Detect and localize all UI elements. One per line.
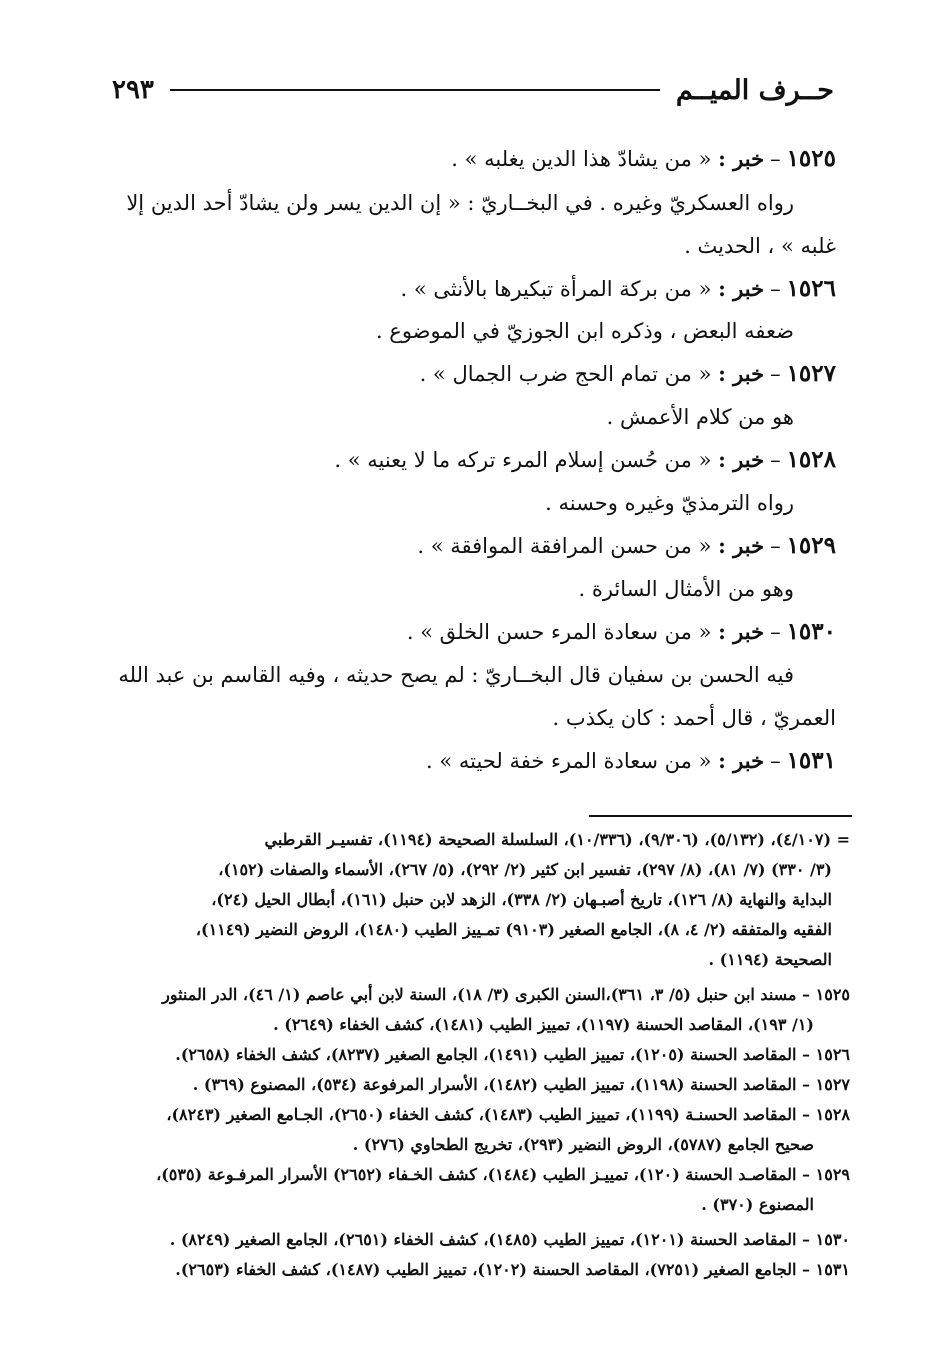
entry-number: ١٥٢٩ (786, 532, 836, 559)
entry-text: « من سعادة المرء حسن الخلق » . (406, 620, 712, 644)
entry-label: خبر : (718, 533, 765, 558)
footnote-line: الصحيحة (١١٩٤) . (708, 950, 832, 969)
footnote-line: = (٤/١٠٧)، (٥/١٣٢)، (٩/٣٠٦)، (١٠/٣٣٦)، السلسلة الصحيحة (١١٩٤)، تفسيـر القرطبي (264, 830, 850, 849)
header-rule (170, 89, 660, 91)
entry-number: ١٥٢٧ (786, 360, 836, 387)
footnote-line: ١٥٢٩ – المقاصـد الحسنة (١٢٠)، تمييـز الطيب (١٤٨٤)، كشف الخـفاء (٢٦٥٢) الأسرار المرفـوعة (٥٣٥)، (156, 1165, 850, 1184)
commentary-line: وهو من الأمثال السائرة . (578, 577, 794, 601)
entry-number: ١٥٢٥ (786, 145, 836, 172)
footnote-line: ١٥٢٨ – المقاصد الحسنـة (١١٩٩)، تمييز الطيب (١٤٨٣)، كشف الخفاء (٢٦٥٠)، الجـامع الصغير (٨٢٤٣)، (166, 1105, 850, 1124)
chapter-title: حــرف الميــم (675, 74, 834, 106)
entry-1531: ١٥٣١–خبر : « من سعادة المرء خفة لحيته » . (426, 747, 836, 774)
entry-1525: ١٥٢٥–خبر : « من يشادّ هذا الدين يغلبه » . (451, 145, 836, 172)
entry-label: خبر : (718, 447, 765, 472)
entry-text: « من بركة المرأة تبكيرها بالأنثى » . (400, 277, 712, 301)
footnote-separator (589, 815, 852, 817)
commentary-line: هو من كلام الأعمش . (606, 405, 794, 429)
entry-label: خبر : (718, 619, 765, 644)
footnote-line: الفقيه والمتفقه (٢/ ٤، ٨)، الجامع الصغير (٩١٠٣) تمـييز الطيب (١٤٨٠)، الروض النضير (١١٤٩)، (195, 920, 832, 939)
entry-number: ١٥٣٠ (786, 618, 836, 645)
commentary-line: رواه الترمذيّ وغيره وحسنه . (545, 491, 794, 515)
commentary-line: ضعفه البعض ، وذكره ابن الجوزيّ في الموضوع . (375, 319, 794, 343)
entry-text: « من حسن المرافقة الموافقة » . (417, 534, 712, 558)
footnote-line: (٣/ ٣٣٠) (٧/ ٨١)، (٨/ ٢٩٧)، تفسير ابن كثير (٢/ ٢٩٢)، (٥/ ٢٦٧)، الأسماء والصفات (١٥٢)، (218, 860, 832, 879)
entry-text: « من سعادة المرء خفة لحيته » . (426, 749, 712, 773)
running-header (112, 70, 834, 110)
footnote-line: المصنوع (٣٧٠) . (701, 1195, 814, 1214)
entry-label: خبر : (718, 748, 765, 773)
entry-label: خبر : (718, 146, 765, 171)
entry-number: ١٥٣١ (786, 747, 836, 774)
entry-label: خبر : (718, 361, 765, 386)
entry-1530: ١٥٣٠–خبر : « من سعادة المرء حسن الخلق » . (406, 618, 836, 645)
commentary-line: غلبه » ، الحديث . (684, 234, 836, 258)
entry-text: « من يشادّ هذا الدين يغلبه » . (451, 147, 712, 171)
footnote-line: صحيح الجامع (٥٧٨٧)، الروض النضير (٢٩٣)، تخريج الطحاوي (٢٧٦) . (352, 1135, 814, 1154)
footnote-line: (١/ ١٩٣)، المقاصد الحسنة (١١٩٧)، تمييز الطيب (١٤٨١)، كشف الخفاء (٢٦٤٩) . (273, 1015, 814, 1034)
entry-1527: ١٥٢٧–خبر : « من تمام الحج ضرب الجمال » . (419, 360, 836, 387)
entry-1526: ١٥٢٦–خبر : « من بركة المرأة تبكيرها بالأنثى » . (400, 275, 836, 302)
footnote-line: ١٥٢٥ – مسند ابن حنبل (٥/ ٣، ٣٦١)،السنن الكبرى (٣/ ١٨)، السنة لابن أبي عاصم (١/ ٤٦)، الدر المنثور (162, 985, 850, 1004)
commentary-line: رواه العسكريّ وغيره . في البخــاريّ : « إن الدين يسر ولن يشادّ أحد الدين إلا (126, 191, 794, 215)
entry-label: خبر : (718, 276, 765, 301)
page-number: ٢٩٣ (112, 75, 154, 105)
entry-1529: ١٥٢٩–خبر : « من حسن المرافقة الموافقة » . (417, 532, 836, 559)
commentary-line: فيه الحسن بن سفيان قال البخــاريّ : لم يصح حديثه ، وفيه القاسم بن عبد الله (118, 663, 794, 687)
entry-1528: ١٥٢٨–خبر : « من حُسن إسلام المرء تركه ما لا يعنيه » . (334, 446, 836, 473)
entry-text: « من حُسن إسلام المرء تركه ما لا يعنيه » . (334, 448, 712, 472)
footnote-line: البداية والنهاية (٨/ ١٢٦)، تاريخ أصبـهان (٢/ ٣٣٨)، الزهد لابن حنبل (١٦١)، أبطال الحيل (٢٤)، (211, 890, 832, 909)
entry-number: ١٥٢٦ (786, 275, 836, 302)
footnote-line: ١٥٣٠ – المقاصد الحسنة (١٢٠١)، تمييز الطيب (١٤٨٥)، كشف الخفاء (٢٦٥١)، الجامع الصغير (٨٢٤٩) . (169, 1230, 850, 1249)
commentary-line: العمريّ ، قال أحمد : كان يكذب . (552, 706, 836, 730)
footnote-line: ١٥٢٧ – المقاصد الحسنة (١١٩٨)، تمييز الطيب (١٤٨٢)، الأسرار المرفوعة (٥٣٤)، المصنوع (٣٦٩) . (192, 1075, 850, 1094)
entry-text: « من تمام الحج ضرب الجمال » . (419, 362, 712, 386)
entry-number: ١٥٢٨ (786, 446, 836, 473)
footnote-line: ١٥٣١ – الجامع الصغير (٧٢٥١)، المقاصد الحسنة (١٢٠٢)، تمييز الطيب (١٤٨٧)، كشف الخفاء (٢٦٥٣). (175, 1260, 850, 1279)
footnote-line: ١٥٢٦ – المقاصد الحسنة (١٢٠٥)، تمييز الطيب (١٤٩١)، الجامع الصغير (٨٢٣٧)، كشف الخفاء (٢٦٥٨). (175, 1045, 850, 1064)
